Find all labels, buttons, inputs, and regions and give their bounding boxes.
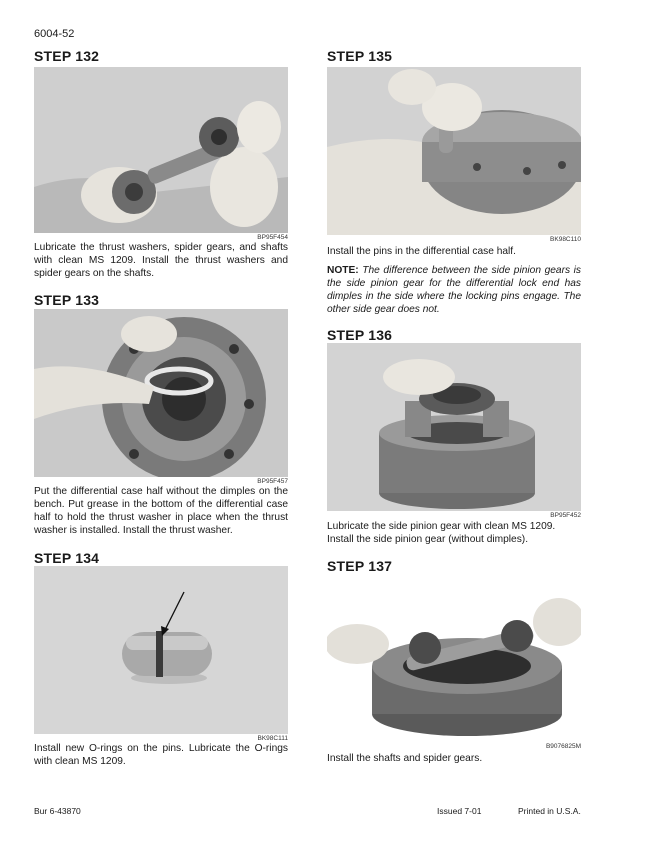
step-135-photo-code: BK98C110 [550,236,581,243]
step-136-title: STEP 136 [327,327,393,343]
step-136-photo-code: BP95F452 [550,512,581,519]
step-134-photo [34,566,288,734]
step-135-title: STEP 135 [327,48,393,64]
step-132-photo [34,67,288,233]
page-number: 6004-52 [34,28,75,40]
step-137-title: STEP 137 [327,558,393,574]
step-135-photo [327,67,581,235]
step-137-photo-code: B9076825M [545,743,581,750]
step-134-title: STEP 134 [34,550,100,566]
step-134-photo-code: BK98C111 [257,735,288,742]
note-text: The difference between the side pinion gears is the side pinion gear for the differential lock end has dimples in the side where the locking pins engage. The other side gear does not. [327,265,581,315]
footer-issued: Issued 7-01 [437,806,482,816]
step-135-note [327,264,581,316]
footer-document-number: Bur 6-43870 [34,806,81,816]
step-135-text: Install the pins in the differential case half. [327,246,516,257]
step-132-title: STEP 132 [34,48,100,64]
step-134-text: Install new O-rings on the pins. Lubricate the O-rings with clean MS 1209. [34,743,288,767]
step-133-photo [34,309,288,477]
step-133-text: Put the differential case half without the dimples on the bench. Put grease in the bottom of the differential case half to hold the thrust washer in place when the thrust washer is installed. Install the thrust washer. [34,486,288,536]
step-136-text: Lubricate the side pinion gear with clean MS 1209. Install the side pinion gear (without dimples). [327,521,556,545]
step-132-photo-code: BP95F454 [257,234,288,241]
footer-printed: Printed in U.S.A. [518,806,581,816]
step-137-photo [327,586,581,742]
step-133-photo-code: BP95F457 [257,478,288,485]
note-label: NOTE: [327,265,359,276]
step-132-text: Lubricate the thrust washers, spider gears, and shafts with clean MS 1209. Install the thrust washers and spider gears on the shafts. [34,242,288,279]
step-136-photo [327,343,581,511]
step-137-text: Install the shafts and spider gears. [327,753,483,764]
step-133-title: STEP 133 [34,292,100,308]
